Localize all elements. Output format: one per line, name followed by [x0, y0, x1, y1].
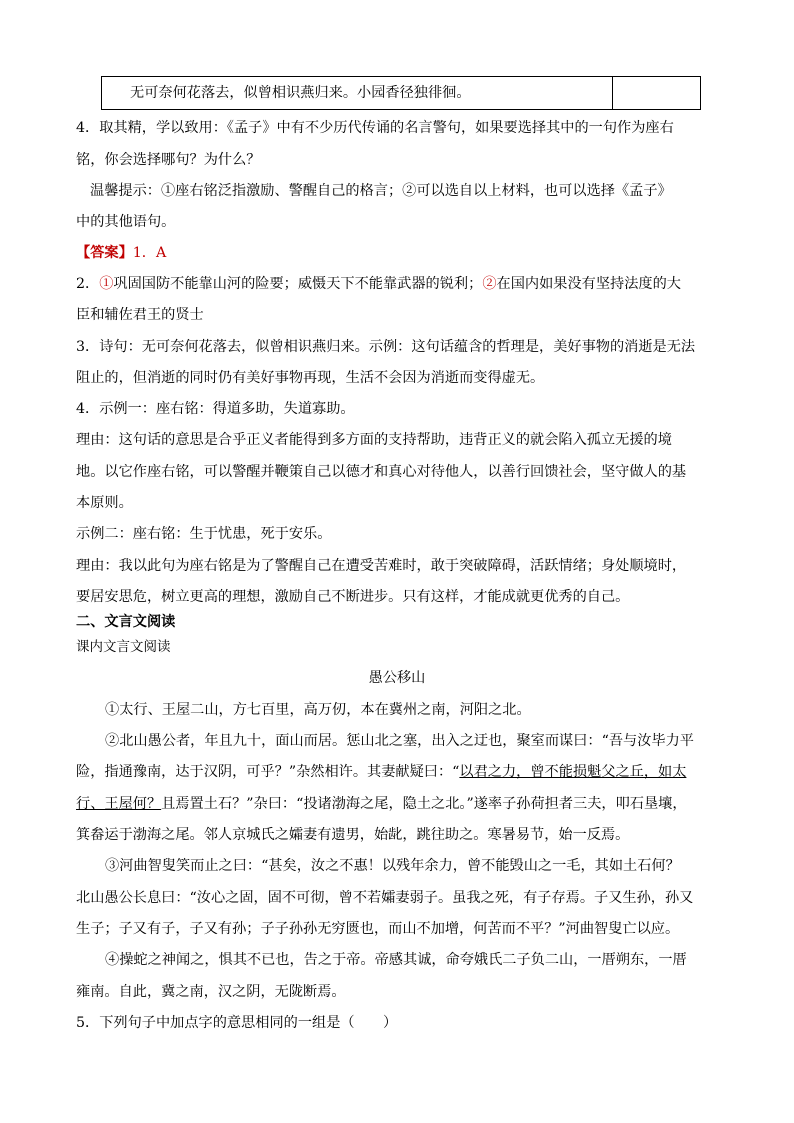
answer-2-part-2: 在国内如果没有坚持法度的大	[496, 276, 681, 292]
circled-1: ①	[99, 276, 114, 292]
underlined-sentence-part-1: 以君之力，曾不能损魁父之丘，如太	[459, 764, 687, 780]
answer-2-line-2: 臣和辅佐君王的贤士	[76, 307, 204, 323]
answer-2-part-1: 巩固国防不能靠山河的险要；威慑天下不能靠武器的锐利；	[113, 276, 483, 292]
table-cell-empty	[613, 77, 700, 109]
answer-2-number: 2．	[76, 276, 100, 292]
passage-p2-line-3-b: 且焉置土石？”杂曰：“投诸渤海之尾，隐土之北。”遂率子孙荷担者三夫，叩石垦壤，	[161, 796, 687, 812]
passage-p1: ①太行、王屋二山，方七百里，高万仞，本在冀州之南，河阳之北。	[105, 702, 531, 718]
passage-p3-line-2: 北山愚公长息曰：“汝心之固，固不可彻，曾不若孀妻弱子。虽我之死，有子存焉。子又生孙，孙又	[76, 890, 694, 906]
answer-4-line-6: 理由：我以此句为座右铭是为了警醒自己在遭受苦难时，敢于突破障碍，活跃情绪；身处顺境时，	[76, 558, 687, 574]
answer-4-line-7: 要居安思危，树立更高的理想，激励自己不断进步。只有这样，才能成就更优秀的自己。	[76, 589, 630, 605]
q4-line-2: 铭，你会选择哪句？为什么？	[76, 152, 261, 168]
passage-p3-line-1: ③河曲智叟笑而止之曰：“甚矣，汝之不惠！以残年余力，曾不能毁山之一毛，其如土石何？	[105, 858, 680, 874]
question-5: 5．下列句子中加点字的意思相同的一组是（ ）	[76, 1015, 398, 1031]
circled-2: ②	[482, 276, 497, 292]
answer-tag: 【答案】	[76, 245, 133, 261]
section-subheading: 课内文言文阅读	[76, 639, 171, 655]
underlined-sentence-part-2: 行、王屋何？	[76, 796, 162, 812]
passage-p4-line-1: ④操蛇之神闻之，惧其不已也，告之于帝。帝感其诚，命夸娥氏二子负二山，一厝朔东，一厝	[105, 952, 687, 968]
answer-4-line-1: 4．示例一：座右铭：得道多助，失道寡助。	[76, 401, 355, 417]
answer-4-line-4: 本原则。	[76, 495, 133, 511]
passage-p4-line-2: 雍南。自此，冀之南，汉之阴，无陇断焉。	[76, 984, 346, 1000]
q4-hint-line-1: 温馨提示：①座右铭泛指激励、警醒自己的格言；②可以选自以上材料，也可以选择《孟子》	[90, 183, 672, 199]
answer-3-line-1: 3．诗句：无可奈何花落去，似曾相识燕归来。示例：这句话蕴含的哲理是，美好事物的消逝是无法	[76, 339, 696, 355]
q4-line-1: 4．取其精，学以致用：《孟子》中有不少历代传诵的名言警句，如果要选择其中的一句作为座右	[76, 120, 674, 136]
answer-2-line-1	[76, 274, 681, 294]
passage-title: 愚公移山	[368, 670, 426, 686]
section-heading: 二、文言文阅读	[76, 614, 176, 630]
answer-4-line-2: 理由：这句话的意思是合乎正义者能得到多方面的支持帮助，违背正义的就会陷入孤立无援的境	[76, 432, 672, 448]
passage-p2-line-1: ②北山愚公者，年且九十，面山而居。惩山北之塞，出入之迂也，聚室而谋曰：“吾与汝毕力平	[105, 733, 694, 749]
passage-p2-line-2-a: 险，指通豫南，达于汉阴，可乎？”杂然相许。其妻献疑曰：“	[76, 764, 460, 780]
answer-1: 1．A	[132, 245, 167, 261]
passage-p2-line-4: 箕畚运于渤海之尾。邻人京城氏之孀妻有遗男，始龀，跳往助之。寒暑易节，始一反焉。	[76, 827, 630, 843]
answer-table-row	[101, 76, 701, 110]
passage-p3-line-3: 生子；子又有子，子又有孙；子子孙孙无穷匮也，而山不加增，何苦而不平？”河曲智叟亡以应。	[76, 921, 680, 937]
q4-hint-line-2: 中的其他语句。	[76, 214, 176, 230]
answer-line-1	[76, 243, 166, 263]
answer-4-line-5: 示例二：座右铭：生于忧患，死于安乐。	[76, 526, 332, 542]
answer-3-line-2: 阻止的，但消逝的同时仍有美好事物再现，生活不会因为消逝而变得虚无。	[76, 370, 545, 386]
passage-p2-line-2	[76, 762, 686, 782]
table-cell-verse: 无可奈何花落去，似曾相识燕归来。小园香径独徘徊。	[102, 77, 613, 109]
answer-4-line-3: 地。以它作座右铭，可以警醒并鞭策自己以德才和真心对待他人，以善行回馈社会，坚守做人的基	[76, 464, 687, 480]
passage-p2-line-3	[76, 794, 687, 814]
